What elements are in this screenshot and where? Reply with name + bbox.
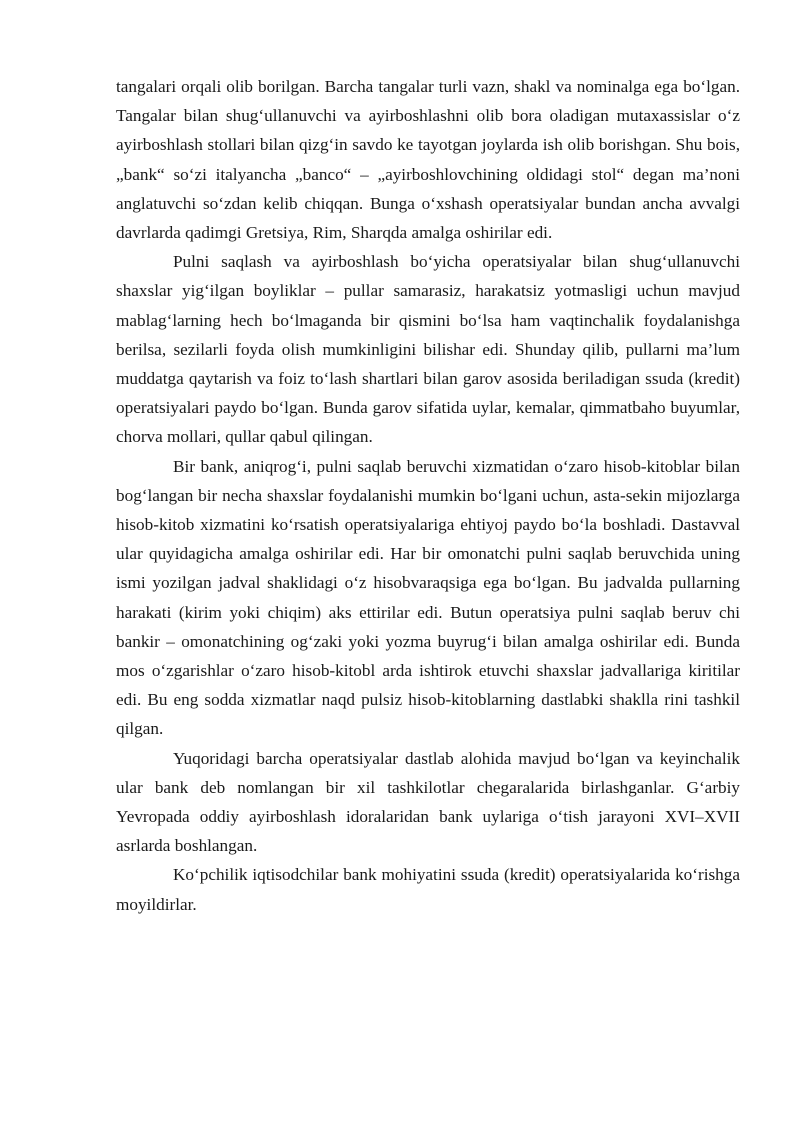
paragraph-5: Ko‘pchilik iqtisodchilar bank mohiyatini ssuda (kredit) operatsiyalarida ko‘rishga moyildirlar. [116, 865, 740, 914]
document-page [116, 72, 740, 919]
paragraph-2: Pulni saqlash va ayirboshlash bo‘yicha operatsiyalar bilan shug‘ullanuvchi shaxslar yig‘ilgan boyliklar – pullar samarasiz, harakatsiz yotmasligi uchun mavjud mablag‘larning hech bo‘lmaganda bir qismini bo‘lsa ham vaqtinchalik foydalanishga berilsa, sezilarli foyda olish mumkinligini bilishar edi. Shunday qilib, pullarni ma’lum muddatga qaytarish va foiz to‘lash shartlari bilan garov asosida beriladigan ssuda (kredit) operatsiyalari paydo bo‘lgan. Bunda garov sifatida uylar, kemalar, qimmatbaho buyumlar, chorva mollari, qullar qabul qilingan. [116, 252, 740, 447]
paragraph-3: Bir bank, aniqrog‘i, pulni saqlab beruvchi xizmatidan o‘zaro hisob-kitoblar bilan bog‘langan bir necha shaxslar foydalanishi mumkin bo‘lgani uchun, asta-sekin mijozlarga hisob-kitob xizmatini ko‘rsatish operatsiyalariga ehtiyoj paydo bo‘la boshladi. Dastavval ular quyidagicha amalga oshirilar edi. Har bir omonatchi pulni saqlab beruvchida uning ismi yozilgan jadval shaklidagi o‘z hisobvaraqsiga ega bo‘lgan. Bu jadvalda pullarning harakati (kirim yoki chiqim) aks ettirilar edi. Butun operatsiya pulni saqlab beruv chi bankir – omonatchining og‘zaki yoki yozma buyrug‘i bilan amalga oshirilar edi. Bunda mos o‘zgarishlar o‘zaro hisob-kitobl arda ishtirok etuvchi shaxslar jadvallariga kiritilar edi. Bu eng sodda xizmatlar naqd pulsiz hisob-kitoblarning dastlabki shaklla rini tashkil qilgan. [116, 456, 740, 739]
paragraph-1: tangalari orqali olib borilgan. Barcha tangalar turli vazn, shakl va nominalga ega bo‘lgan. Tangalar bilan shug‘ullanuvchi va ayirboshlashni olib bora oladigan mutaxassislar o‘z ayirboshlash stollari bilan qizg‘in savdo ke tayotgan joylarda ish olib borishgan. Shu bois, „bank“ so‘zi italyancha „banco“ – „ayirboshlovchining oldidagi stol“ degan ma’noni anglatuvchi so‘zdan kelib chiqqan. Bunga o‘xshash operatsiyalar bundan ancha avvalgi davrlarda qadimgi Gretsiya, Rim, Sharqda amalga oshirilar edi. [116, 77, 740, 243]
paragraph-4: Yuqoridagi barcha operatsiyalar dastlab alohida mavjud bo‘lgan va keyinchalik ular bank deb nomlangan bir xil tashkilotlar chegaralarida birlashganlar. G‘arbiy Yevropada oddiy ayirboshlash idoralaridan bank uylariga o‘tish jarayoni XVI–XVII asrlarda boshlangan. [116, 748, 740, 856]
